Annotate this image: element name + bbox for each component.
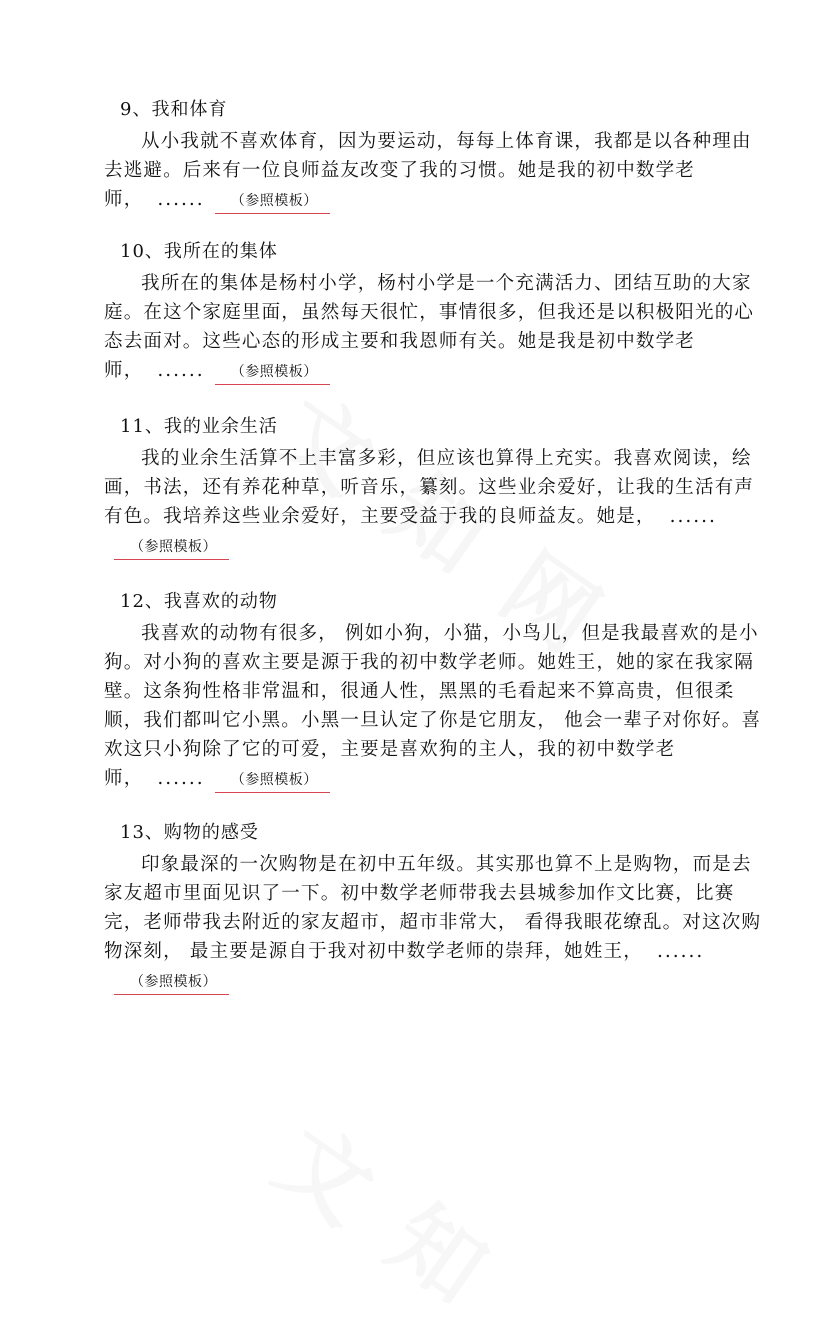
section-11-hobbies xyxy=(104,414,764,560)
reference-template-link[interactable]: （参照模板） xyxy=(215,770,330,793)
body-text: 我喜欢的动物有很多， 例如小狗，小猫，小鸟儿，但是我最喜欢的是小狗。对小狗的喜欢主要是源于我的初中数学老师。她姓王，她的家在我家隔壁。这条狗性格非常温和，很通人性，黑黑的毛看起来不算高贵，但很柔顺，我们都叫它小黑。小黑一旦认定了你是它朋友， 他会一辈子对你好。喜欢这只小狗除了它的可爱，主要是喜欢狗的主人，我的初中数学老师， xyxy=(104,623,762,789)
body-text: 我的业余生活算不上丰富多彩，但应该也算得上充实。我喜欢阅读，绘画，书法，还有养花种草，听音乐，纂刻。这些业余爱好，让我的生活有声有色。我培养这些业余爱好，主要受益于我的良师益友。她是， xyxy=(104,448,755,527)
section-heading: 13、购物的感受 xyxy=(120,822,259,843)
ellipsis: ...... xyxy=(157,189,205,210)
section-10-collective xyxy=(104,239,764,385)
watermark-bottom xyxy=(255,1090,522,1331)
reference-template-link[interactable]: （参照模板） xyxy=(114,537,229,560)
ellipsis: ...... xyxy=(157,360,205,381)
reference-template-link[interactable]: （参照模板） xyxy=(215,191,330,214)
section-13-shopping xyxy=(104,820,764,995)
ellipsis: ...... xyxy=(669,506,717,527)
body-text: 我所在的集体是杨村小学，杨村小学是一个充满活力、团结互助的大家庭。在这个家庭里面，虽然每天很忙，事情很多，但我还是以积极阳光的心态去面对。这些心态的形成主要和我恩师有关。她是我是初中数学老师， xyxy=(104,273,755,381)
section-heading: 11、我的业余生活 xyxy=(120,416,278,437)
section-body xyxy=(104,444,764,560)
reference-template-link[interactable]: （参照模板） xyxy=(114,972,229,995)
section-body xyxy=(104,850,764,995)
reference-template-link[interactable]: （参照模板） xyxy=(215,362,330,385)
section-body xyxy=(104,619,764,793)
body-text: 从小我就不喜欢体育，因为要运动，每每上体育课，我都是以各种理由去逃避。后来有一位良师益友改变了我的习惯。她是我的初中数学老师， xyxy=(104,131,752,210)
section-heading: 9、我和体育 xyxy=(120,99,228,120)
section-body xyxy=(104,127,764,214)
section-12-animals xyxy=(104,589,764,793)
ellipsis: ...... xyxy=(656,941,705,962)
section-heading: 10、我所在的集体 xyxy=(120,241,278,262)
section-heading: 12、我喜欢的动物 xyxy=(120,591,278,612)
ellipsis: ...... xyxy=(157,768,205,789)
section-body xyxy=(104,269,764,385)
section-9-sports xyxy=(104,97,764,214)
body-text: 印象最深的一次购物是在初中五年级。其实那也算不上是购物，而是去家友超市里面见识了一下。初中数学老师带我去县城参加作文比赛，比赛完，老师带我去附近的家友超市，超市非常大， 看得我眼花缭乱。对这次购物深刻， 最主要是源自于我对初中数学老师的崇拜，她姓王， xyxy=(104,854,762,962)
